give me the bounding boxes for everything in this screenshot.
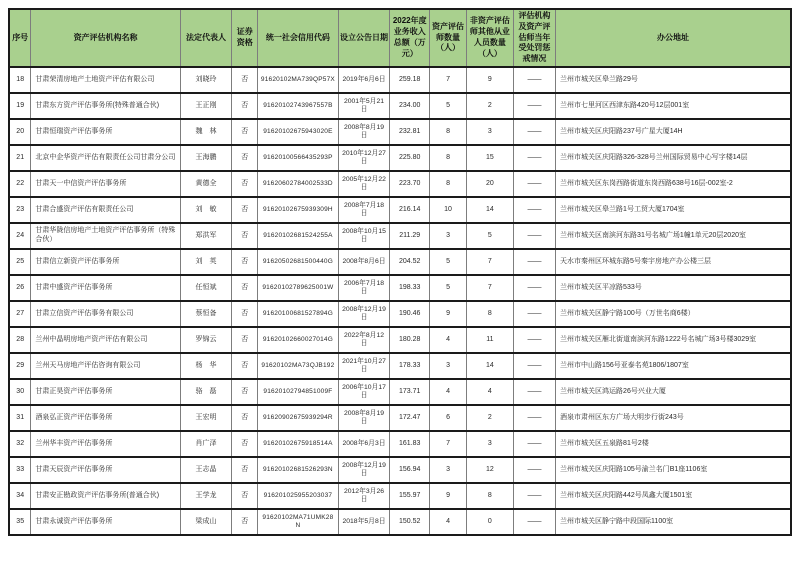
cell-punishment-status: —— [513,327,555,353]
cell-office-address: 兰州市城关区五泉路81号2楼 [556,431,791,457]
cell-agency-name: 兰州中晶明房地产资产评估有限公司 [31,327,180,353]
cell-serial-number: 22 [9,171,31,197]
table-row [9,171,791,197]
table-row [9,483,791,509]
cell-serial-number: 32 [9,431,31,457]
cell-office-address: 兰州市城关区南滨河东路31号名城广场1幢1单元20层2020室 [556,223,791,249]
table-body [9,67,791,535]
cell-securities-qualification: 否 [232,457,258,483]
cell-non-appraiser-count: 2 [466,93,513,119]
cell-agency-name: 甘肃东方资产评估事务所(特殊普通合伙) [31,93,180,119]
cell-non-appraiser-count: 5 [466,223,513,249]
cell-appraiser-count: 3 [430,457,467,483]
cell-2022-revenue: 259.18 [390,67,430,93]
cell-punishment-status: —— [513,379,555,405]
cell-appraiser-count: 8 [430,119,467,145]
cell-legal-representative: 刘晓玲 [180,67,232,93]
cell-announcement-date: 2001年5月21日 [338,93,390,119]
cell-serial-number: 24 [9,223,31,249]
cell-announcement-date: 2008年7月18日 [338,197,390,223]
cell-serial-number: 19 [9,93,31,119]
cell-securities-qualification: 否 [232,431,258,457]
table-row [9,223,791,249]
cell-legal-representative: 王宏明 [180,405,232,431]
cell-legal-representative: 梁成山 [180,509,232,535]
cell-2022-revenue: 190.46 [390,301,430,327]
cell-office-address: 天水市秦州区环城东路5号秦宇房地产办公楼三层 [556,249,791,275]
cell-agency-name: 甘肃中盛资产评估事务所 [31,275,180,301]
cell-office-address: 兰州市城关区庆阳路326-328号兰州国际贸易中心写字楼14层 [556,145,791,171]
cell-non-appraiser-count: 0 [466,509,513,535]
cell-serial-number: 31 [9,405,31,431]
cell-non-appraiser-count: 3 [466,431,513,457]
cell-serial-number: 18 [9,67,31,93]
cell-appraiser-count: 6 [430,405,467,431]
cell-agency-name: 甘肃荣清房地产土地资产评估有限公司 [31,67,180,93]
cell-securities-qualification: 否 [232,483,258,509]
cell-legal-representative: 王海鹏 [180,145,232,171]
cell-2022-revenue: 150.52 [390,509,430,535]
cell-appraiser-count: 8 [430,145,467,171]
cell-punishment-status: —— [513,197,555,223]
cell-announcement-date: 2008年10月15日 [338,223,390,249]
cell-non-appraiser-count: 14 [466,197,513,223]
cell-securities-qualification: 否 [232,197,258,223]
cell-punishment-status: —— [513,119,555,145]
cell-punishment-status: —— [513,509,555,535]
cell-credit-code: 91620102675939309H [258,197,339,223]
cell-office-address: 兰州市城关区鸿运路26号兴业大厦 [556,379,791,405]
cell-credit-code: 91620100566435293P [258,145,339,171]
cell-securities-qualification: 否 [232,327,258,353]
cell-office-address: 兰州市城关区皋兰路29号 [556,67,791,93]
cell-legal-representative: 郑洪军 [180,223,232,249]
col-header-agency-name: 资产评估机构名称 [31,9,180,67]
table-row [9,145,791,171]
cell-2022-revenue: 232.81 [390,119,430,145]
cell-legal-representative: 罗锦云 [180,327,232,353]
cell-punishment-status: —— [513,405,555,431]
cell-serial-number: 30 [9,379,31,405]
cell-office-address: 兰州市城关区静宁路100号（万世名商6楼） [556,301,791,327]
cell-serial-number: 28 [9,327,31,353]
cell-legal-representative: 刘 敏 [180,197,232,223]
cell-non-appraiser-count: 12 [466,457,513,483]
cell-announcement-date: 2022年8月12日 [338,327,390,353]
cell-credit-code: 91620102789625001W [258,275,339,301]
col-header-announcement-date: 设立公告日期 [338,9,390,67]
cell-credit-code: 91620102675943020E [258,119,339,145]
cell-office-address: 兰州市城关区皋兰路1号工贸大厦1704室 [556,197,791,223]
cell-legal-representative: 王志晶 [180,457,232,483]
cell-office-address: 酒泉市肃州区东方广场大明步行街243号 [556,405,791,431]
cell-legal-representative: 骆 磊 [180,379,232,405]
cell-2022-revenue: 180.28 [390,327,430,353]
cell-appraiser-count: 5 [430,93,467,119]
col-header-appraiser-count: 资产评估师数量（人） [430,9,467,67]
cell-securities-qualification: 否 [232,301,258,327]
cell-punishment-status: —— [513,431,555,457]
cell-announcement-date: 2018年5月8日 [338,509,390,535]
asset-appraisal-agencies-table [8,8,792,536]
cell-credit-code: 91620602784002533D [258,171,339,197]
col-header-office-address: 办公地址 [556,9,791,67]
cell-appraiser-count: 7 [430,67,467,93]
cell-agency-name: 甘肃正昊资产评估事务所 [31,379,180,405]
cell-securities-qualification: 否 [232,249,258,275]
cell-securities-qualification: 否 [232,509,258,535]
cell-serial-number: 20 [9,119,31,145]
cell-non-appraiser-count: 11 [466,327,513,353]
cell-office-address: 兰州市城关区庆阳路442号凤鑫大厦1501室 [556,483,791,509]
table-row [9,509,791,535]
cell-punishment-status: —— [513,301,555,327]
cell-punishment-status: —— [513,67,555,93]
cell-2022-revenue: 211.29 [390,223,430,249]
cell-punishment-status: —— [513,145,555,171]
cell-non-appraiser-count: 8 [466,483,513,509]
cell-non-appraiser-count: 9 [466,67,513,93]
cell-credit-code: 91620902675939294R [258,405,339,431]
cell-securities-qualification: 否 [232,145,258,171]
cell-serial-number: 27 [9,301,31,327]
table-header [9,9,791,67]
cell-2022-revenue: 156.94 [390,457,430,483]
cell-announcement-date: 2008年8月6日 [338,249,390,275]
cell-announcement-date: 2012年3月26日 [338,483,390,509]
cell-announcement-date: 2008年8月19日 [338,119,390,145]
table-row [9,197,791,223]
cell-credit-code: 91620102MA739QP57X [258,67,339,93]
cell-announcement-date: 2019年6月6日 [338,67,390,93]
cell-securities-qualification: 否 [232,405,258,431]
col-header-non-appraiser-count: 非资产评估师其他从业人员数量（人） [466,9,513,67]
cell-2022-revenue: 225.80 [390,145,430,171]
cell-2022-revenue: 223.70 [390,171,430,197]
cell-agency-name: 兰州华丰资产评估事务所 [31,431,180,457]
cell-credit-code: 91620102681526293N [258,457,339,483]
cell-credit-code: 91620102660027014G [258,327,339,353]
cell-credit-code: 91620102MA73QJB192 [258,353,339,379]
cell-non-appraiser-count: 3 [466,119,513,145]
cell-securities-qualification: 否 [232,223,258,249]
cell-serial-number: 23 [9,197,31,223]
col-header-credit-code: 统一社会信用代码 [258,9,339,67]
cell-2022-revenue: 161.83 [390,431,430,457]
cell-legal-representative: 蔡恒备 [180,301,232,327]
cell-announcement-date: 2008年12月19日 [338,301,390,327]
cell-securities-qualification: 否 [232,379,258,405]
cell-2022-revenue: 173.71 [390,379,430,405]
cell-announcement-date: 2008年12月19日 [338,457,390,483]
cell-agency-name: 北京中企华资产评估有限责任公司甘肃分公司 [31,145,180,171]
cell-legal-representative: 魏 林 [180,119,232,145]
cell-securities-qualification: 否 [232,171,258,197]
cell-2022-revenue: 178.33 [390,353,430,379]
cell-securities-qualification: 否 [232,93,258,119]
cell-non-appraiser-count: 8 [466,301,513,327]
cell-appraiser-count: 9 [430,301,467,327]
cell-appraiser-count: 10 [430,197,467,223]
cell-punishment-status: —— [513,93,555,119]
cell-non-appraiser-count: 15 [466,145,513,171]
cell-appraiser-count: 7 [430,431,467,457]
table-row [9,379,791,405]
cell-2022-revenue: 172.47 [390,405,430,431]
cell-agency-name: 甘肃恒瑞资产评估事务所 [31,119,180,145]
cell-credit-code: 91620102675918514A [258,431,339,457]
cell-2022-revenue: 216.14 [390,197,430,223]
cell-agency-name: 甘肃合盛资产评估有限责任公司 [31,197,180,223]
cell-legal-representative: 肖广泽 [180,431,232,457]
col-header-securities-qualification: 证券资格 [232,9,258,67]
col-header-legal-representative: 法定代表人 [180,9,232,67]
cell-credit-code: 91620102MA71UMK28N [258,509,339,535]
cell-agency-name: 兰州天马房地产评估咨询有限公司 [31,353,180,379]
cell-announcement-date: 2008年8月19日 [338,405,390,431]
cell-legal-representative: 黄德全 [180,171,232,197]
cell-credit-code: 91620100681527894G [258,301,339,327]
cell-2022-revenue: 234.00 [390,93,430,119]
cell-agency-name: 甘肃天一中信资产评估事务所 [31,171,180,197]
cell-appraiser-count: 5 [430,249,467,275]
cell-announcement-date: 2008年6月3日 [338,431,390,457]
cell-securities-qualification: 否 [232,119,258,145]
table-row [9,301,791,327]
cell-punishment-status: —— [513,275,555,301]
cell-office-address: 兰州市城关区雁北街道南滨河东路1222号名城广场3号楼3029室 [556,327,791,353]
table-row [9,431,791,457]
cell-announcement-date: 2006年7月18日 [338,275,390,301]
cell-serial-number: 33 [9,457,31,483]
cell-credit-code: 91620502681500440G [258,249,339,275]
cell-agency-name: 甘肃永诚资产评估事务所 [31,509,180,535]
table-row [9,93,791,119]
cell-punishment-status: —— [513,223,555,249]
cell-announcement-date: 2010年12月27日 [338,145,390,171]
cell-punishment-status: —— [513,483,555,509]
table-row [9,249,791,275]
cell-office-address: 兰州市城关区平凉路533号 [556,275,791,301]
cell-2022-revenue: 155.97 [390,483,430,509]
cell-agency-name: 甘肃立信资产评估事务有限公司 [31,301,180,327]
cell-agency-name: 甘肃信立新资产评估事务所 [31,249,180,275]
cell-appraiser-count: 5 [430,275,467,301]
cell-non-appraiser-count: 20 [466,171,513,197]
cell-non-appraiser-count: 2 [466,405,513,431]
cell-office-address: 兰州市城关区静宁路中段国际1100室 [556,509,791,535]
cell-punishment-status: —— [513,457,555,483]
cell-serial-number: 35 [9,509,31,535]
cell-punishment-status: —— [513,353,555,379]
cell-legal-representative: 杨 华 [180,353,232,379]
cell-agency-name: 酒泉弘正资产评估事务所 [31,405,180,431]
table-row [9,405,791,431]
cell-announcement-date: 2006年10月17日 [338,379,390,405]
cell-credit-code: 91620102794851009F [258,379,339,405]
cell-credit-code: 91620102681524255A [258,223,339,249]
cell-appraiser-count: 8 [430,171,467,197]
cell-2022-revenue: 204.52 [390,249,430,275]
cell-serial-number: 26 [9,275,31,301]
cell-serial-number: 25 [9,249,31,275]
cell-legal-representative: 王学龙 [180,483,232,509]
cell-serial-number: 29 [9,353,31,379]
cell-agency-name: 甘肃天辰资产评估事务所 [31,457,180,483]
cell-agency-name: 甘肃华陇信房地产土地资产评估事务所（特殊合伙） [31,223,180,249]
cell-announcement-date: 2005年12月22日 [338,171,390,197]
cell-securities-qualification: 否 [232,67,258,93]
table-row [9,67,791,93]
cell-appraiser-count: 3 [430,353,467,379]
cell-appraiser-count: 9 [430,483,467,509]
cell-legal-representative: 刘 英 [180,249,232,275]
table-header-row [9,9,791,67]
cell-appraiser-count: 4 [430,327,467,353]
table-row [9,353,791,379]
cell-credit-code: 916201025955203037 [258,483,339,509]
table-row [9,275,791,301]
cell-securities-qualification: 否 [232,353,258,379]
cell-announcement-date: 2021年10月27日 [338,353,390,379]
cell-appraiser-count: 4 [430,379,467,405]
cell-office-address: 兰州市城关区东岗西路街道东岗西路638号16层-002室-2 [556,171,791,197]
cell-legal-representative: 任恒斌 [180,275,232,301]
cell-serial-number: 21 [9,145,31,171]
cell-agency-name: 甘肃安正勘政资产评估事务所(普通合伙) [31,483,180,509]
cell-credit-code: 91620102743967557B [258,93,339,119]
table-row [9,119,791,145]
cell-serial-number: 34 [9,483,31,509]
cell-appraiser-count: 4 [430,509,467,535]
cell-office-address: 兰州市中山路156号亚泰名苑1806/1807室 [556,353,791,379]
cell-appraiser-count: 3 [430,223,467,249]
col-header-punishment-status: 评估机构及资产评估师当年受处罚惩戒情况 [513,9,555,67]
table-row [9,457,791,483]
cell-2022-revenue: 198.33 [390,275,430,301]
cell-punishment-status: —— [513,171,555,197]
cell-non-appraiser-count: 7 [466,249,513,275]
col-header-2022-revenue: 2022年度业务收入总额（万元） [390,9,430,67]
cell-non-appraiser-count: 7 [466,275,513,301]
cell-legal-representative: 王正刚 [180,93,232,119]
table-row [9,327,791,353]
col-header-serial-number: 序号 [9,9,31,67]
cell-non-appraiser-count: 4 [466,379,513,405]
cell-office-address: 兰州市七里河区西津东路420号12层001室 [556,93,791,119]
cell-securities-qualification: 否 [232,275,258,301]
cell-non-appraiser-count: 14 [466,353,513,379]
cell-office-address: 兰州市城关区庆阳路237号广星大厦14H [556,119,791,145]
cell-office-address: 兰州市城关区庆阳路105号渝兰名门B1座1106室 [556,457,791,483]
cell-punishment-status: —— [513,249,555,275]
